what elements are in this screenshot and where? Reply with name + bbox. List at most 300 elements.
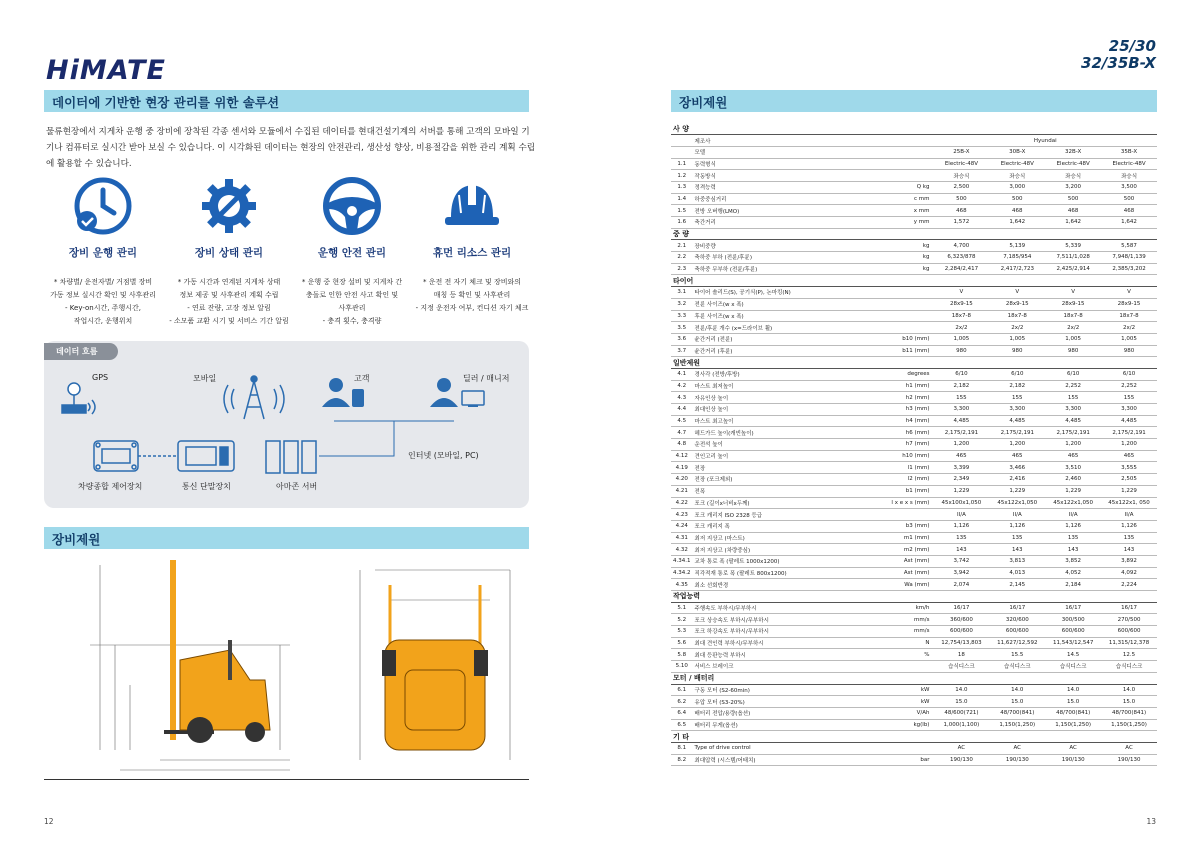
spec-value: 18 <box>933 649 989 661</box>
terminal-icon <box>178 441 234 471</box>
spec-row <box>671 555 1157 567</box>
spec-value: 600/600 <box>933 626 989 638</box>
spec-value: 143 <box>1101 544 1157 556</box>
spec-name: 서비스 브레이크 <box>693 661 887 673</box>
spec-value: 2,284/2,417 <box>933 263 989 275</box>
spec-value: 1,005 <box>933 333 989 345</box>
spec-value: 135 <box>933 532 989 544</box>
spec-no: 2.2 <box>671 252 693 264</box>
spec-no: 1.5 <box>671 205 693 217</box>
spec-value: 48/600(721) <box>933 707 989 719</box>
spec-value: 6,323/878 <box>933 252 989 264</box>
spec-name: 윤간거리 (전륜) <box>693 333 887 345</box>
spec-value: 48/700(841) <box>1101 707 1157 719</box>
spec-value: 360/600 <box>933 614 989 626</box>
spec-value: 980 <box>1101 345 1157 357</box>
spec-no: 2.3 <box>671 263 693 275</box>
spec-value: 좌승식 <box>1045 170 1101 182</box>
feature-desc: * 가동 시간과 연계된 지게차 상태 정보 제공 및 사후관리 계획 수립 - 연료 잔량, 고장 정보 알림 - 소모품 교환 시기 및 서비스 기간 알림 <box>169 278 289 325</box>
spec-no: 6.1 <box>671 684 693 696</box>
spec-value: 1,642 <box>989 217 1045 229</box>
spec-section-header <box>671 672 1157 684</box>
spec-row <box>671 602 1157 614</box>
spec-unit <box>887 322 934 334</box>
spec-value: 좌승식 <box>1101 170 1157 182</box>
feature-title: 장비 상태 관리 <box>194 247 264 259</box>
spec-value: AC <box>1101 742 1157 754</box>
spec-value: 3,510 <box>1045 462 1101 474</box>
spec-value: 1,000(1,100) <box>933 719 989 731</box>
spec-value: 좌승식 <box>989 170 1045 182</box>
feature-desc: * 운행 중 현장 설비 및 지게차 간 충돌로 인한 안전 사고 확인 및 사후관리 - 충격 횟수, 충격량 <box>301 278 403 325</box>
spec-value: 3,300 <box>1045 404 1101 416</box>
spec-name: 축하중 부하 (전륜/후륜) <box>693 252 887 264</box>
spec-value: 45x100x1,050 <box>933 497 989 509</box>
spec-unit: h6 (mm) <box>887 427 934 439</box>
spec-row <box>671 263 1157 275</box>
spec-row <box>671 532 1157 544</box>
server-icon <box>266 441 316 473</box>
spec-value: 465 <box>1101 450 1157 462</box>
spec-row <box>671 392 1157 404</box>
spec-value: 500 <box>1045 193 1101 205</box>
spec-no: 1.6 <box>671 217 693 229</box>
spec-row <box>671 742 1157 754</box>
spec-unit: kg(lb) <box>887 719 934 731</box>
spec-value: 18x7-8 <box>1045 310 1101 322</box>
spec-value: 1,005 <box>1101 333 1157 345</box>
spec-row <box>671 579 1157 591</box>
spec-value: 300/500 <box>1045 614 1101 626</box>
spec-value: 2x/2 <box>989 322 1045 334</box>
spec-row <box>671 462 1157 474</box>
spec-section-header <box>671 357 1157 369</box>
forklift-body <box>180 650 270 730</box>
spec-row <box>671 719 1157 731</box>
spec-unit: b1 (mm) <box>887 485 934 497</box>
spec-value: 18x7-8 <box>1101 310 1157 322</box>
spec-unit: x mm <box>887 205 934 217</box>
spec-value: 18x7-8 <box>989 310 1045 322</box>
section-title-solution: 데이터에 기반한 현장 관리를 위한 솔루션 <box>44 90 529 112</box>
spec-value: 1,200 <box>933 439 989 451</box>
spec-no: 6.2 <box>671 696 693 708</box>
spec-row <box>671 567 1157 579</box>
spec-value: 4,092 <box>1101 567 1157 579</box>
spec-row <box>671 217 1157 229</box>
spec-unit: y mm <box>887 217 934 229</box>
spec-row <box>671 310 1157 322</box>
spec-row <box>671 649 1157 661</box>
spec-value: 2,182 <box>933 380 989 392</box>
spec-value: 1,150(1,250) <box>1101 719 1157 731</box>
spec-value: 12,754/13,803 <box>933 637 989 649</box>
spec-unit: kW <box>887 696 934 708</box>
spec-row <box>671 497 1157 509</box>
feature-safety <box>292 173 412 328</box>
spec-value: 5,139 <box>989 240 1045 252</box>
spec-unit: l x e x s (mm) <box>887 497 934 509</box>
spec-value: 14.0 <box>933 684 989 696</box>
spec-row <box>671 404 1157 416</box>
spec-name: 전장 <box>693 462 887 474</box>
spec-name: 정격능력 <box>693 181 887 193</box>
spec-value: 135 <box>1045 532 1101 544</box>
spec-value: 1,126 <box>1045 520 1101 532</box>
spec-value: 16/17 <box>1045 602 1101 614</box>
spec-row <box>671 696 1157 708</box>
spec-value: 2,224 <box>1101 579 1157 591</box>
spec-value: 4,485 <box>989 415 1045 427</box>
spec-unit: degrees <box>887 368 934 380</box>
spec-name: 최대 등판능력 부하시 <box>693 649 887 661</box>
spec-unit <box>887 509 934 521</box>
spec-value: 3,942 <box>933 567 989 579</box>
clock-check-icon <box>70 173 136 239</box>
spec-value: AC <box>989 742 1045 754</box>
spec-value: 4,052 <box>1045 567 1101 579</box>
spec-name: 최저 지상고 (차량중심) <box>693 544 887 556</box>
spec-value: 980 <box>1045 345 1101 357</box>
section-label: 일반제원 <box>671 357 1157 369</box>
spec-unit <box>887 135 934 147</box>
spec-unit: b3 (mm) <box>887 520 934 532</box>
spec-value: 45x122x1,050 <box>1045 497 1101 509</box>
spec-unit <box>887 310 934 322</box>
spec-name: 교차 통로 폭 (팔레트 1000x1200) <box>693 555 887 567</box>
spec-value: 11,543/12,547 <box>1045 637 1101 649</box>
section-label: 작업능력 <box>671 591 1157 603</box>
spec-value: AC <box>1045 742 1101 754</box>
spec-value: 1,642 <box>1045 217 1101 229</box>
spec-name: 자유인상 높이 <box>693 392 887 404</box>
spec-value: 1,150(1,250) <box>1045 719 1101 731</box>
spec-unit: h7 (mm) <box>887 439 934 451</box>
spec-no: 5.6 <box>671 637 693 649</box>
spec-value: 2,417/2,723 <box>989 263 1045 275</box>
spec-value: 6/10 <box>989 368 1045 380</box>
section-label: 중 량 <box>671 228 1157 240</box>
spec-value: 468 <box>1045 205 1101 217</box>
spec-value: 190/130 <box>933 754 989 766</box>
spec-unit: b10 (mm) <box>887 333 934 345</box>
label-dealer: 딜러 / 매니저 <box>463 374 510 383</box>
spec-row <box>671 205 1157 217</box>
spec-unit: kg <box>887 252 934 264</box>
spec-unit: m2 (mm) <box>887 544 934 556</box>
spec-value: 468 <box>1101 205 1157 217</box>
spec-value: 2,252 <box>1045 380 1101 392</box>
spec-value: 습식디스크 <box>1045 661 1101 673</box>
feature-desc: * 운전 전 자기 체크 및 장비와의 매칭 등 확인 및 사후관리 - 지정 운전자 여부, 컨디션 자기 체크 <box>415 278 529 312</box>
spec-value: 2,175/2,191 <box>1045 427 1101 439</box>
label-customer: 고객 <box>354 374 370 383</box>
spec-value: 500 <box>989 193 1045 205</box>
spec-name: 구동 모터 (S2-60min) <box>693 684 887 696</box>
spec-no: 4.21 <box>671 485 693 497</box>
bottom-rule <box>44 779 529 780</box>
spec-value: 14.0 <box>989 684 1045 696</box>
section-label: 모터 / 배터리 <box>671 672 1157 684</box>
spec-value: 155 <box>933 392 989 404</box>
spec-value: 1,572 <box>933 217 989 229</box>
spec-value: 1,642 <box>1101 217 1157 229</box>
spec-value: 3,200 <box>1045 181 1101 193</box>
spec-value: V <box>1101 287 1157 299</box>
spec-unit: Ast (mm) <box>887 555 934 567</box>
spec-value: 습식디스크 <box>989 661 1045 673</box>
spec-row <box>671 754 1157 766</box>
spec-value: 500 <box>1101 193 1157 205</box>
spec-value: 3,000 <box>989 181 1045 193</box>
label-controller: 차량종합 제어장치 <box>78 482 143 491</box>
spec-row <box>671 637 1157 649</box>
spec-value: 2x/2 <box>933 322 989 334</box>
spec-no: 5.2 <box>671 614 693 626</box>
spec-no: 3.5 <box>671 322 693 334</box>
spec-value: 11,315/12,378 <box>1101 637 1157 649</box>
spec-section-header <box>671 275 1157 287</box>
spec-value: 3,300 <box>989 404 1045 416</box>
spec-value: 1,126 <box>1101 520 1157 532</box>
spec-value: 12.5 <box>1101 649 1157 661</box>
spec-value: 2,175/2,191 <box>1101 427 1157 439</box>
spec-unit: kg <box>887 263 934 275</box>
spec-value: 320/600 <box>989 614 1045 626</box>
spec-value: 3,500 <box>1101 181 1157 193</box>
spec-no: 1.2 <box>671 170 693 182</box>
spec-no: 5.3 <box>671 626 693 638</box>
spec-unit: l1 (mm) <box>887 462 934 474</box>
spec-no <box>671 135 693 147</box>
spec-row <box>671 614 1157 626</box>
spec-value: 4,485 <box>1045 415 1101 427</box>
feature-desc: * 차량별/ 운전자별/ 거점별 장비 가동 정보 실시간 확인 및 사후관리 - Key-on시간, 주행시간, 작업시간, 운행위치 <box>50 278 156 325</box>
spec-row <box>671 322 1157 334</box>
spec-value: 1,229 <box>1045 485 1101 497</box>
spec-name: 경사각 (전방/후방) <box>693 368 887 380</box>
spec-value: II/A <box>1101 509 1157 521</box>
spec-value: 143 <box>933 544 989 556</box>
spec-row <box>671 181 1157 193</box>
spec-value: 2x/2 <box>1045 322 1101 334</box>
spec-unit: l2 (mm) <box>887 474 934 486</box>
spec-value: 15.0 <box>1045 696 1101 708</box>
spec-name: 포크 캐리지 ISO 2328 등급 <box>693 509 887 521</box>
forklift-dimension-drawing <box>60 560 530 780</box>
spec-value: 3,742 <box>933 555 989 567</box>
spec-value: 2,175/2,191 <box>989 427 1045 439</box>
spec-value: 135 <box>1101 532 1157 544</box>
spec-row <box>671 135 1157 147</box>
spec-no: 3.7 <box>671 345 693 357</box>
spec-value: Electric-48V <box>1101 158 1157 170</box>
spec-value: 2,460 <box>1045 474 1101 486</box>
spec-no: 5.10 <box>671 661 693 673</box>
spec-value: 1,200 <box>1045 439 1101 451</box>
spec-value: 7,948/1,139 <box>1101 252 1157 264</box>
spec-value: 465 <box>933 450 989 462</box>
spec-value: 1,005 <box>1045 333 1101 345</box>
spec-unit <box>887 287 934 299</box>
spec-value: 16/17 <box>1101 602 1157 614</box>
spec-value: 3,813 <box>989 555 1045 567</box>
spec-value: 15.5 <box>989 649 1045 661</box>
page-number-right: 13 <box>1146 817 1156 826</box>
spec-no: 3.6 <box>671 333 693 345</box>
spec-unit <box>887 158 934 170</box>
spec-value: 2,505 <box>1101 474 1157 486</box>
spec-value: AC <box>933 742 989 754</box>
spec-value: 3,555 <box>1101 462 1157 474</box>
spec-value: Electric-48V <box>989 158 1045 170</box>
spec-value: 1,229 <box>1101 485 1157 497</box>
spec-name: 전장 (포크제외) <box>693 474 887 486</box>
spec-value: 2,425/2,914 <box>1045 263 1101 275</box>
spec-value: II/A <box>1045 509 1101 521</box>
spec-row <box>671 240 1157 252</box>
section-title-spec-right: 장비제원 <box>671 90 1157 112</box>
spec-name: 최대인상 높이 <box>693 404 887 416</box>
spec-row <box>671 158 1157 170</box>
spec-name: 견인고리 높이 <box>693 450 887 462</box>
spec-value: 1,126 <box>933 520 989 532</box>
spec-no <box>671 146 693 158</box>
spec-value: 2,184 <box>1045 579 1101 591</box>
feature-title: 운행 안전 관리 <box>317 247 387 259</box>
spec-row <box>671 544 1157 556</box>
spec-value: Hyundai <box>933 135 1157 147</box>
spec-no: 5.8 <box>671 649 693 661</box>
spec-value: 2,074 <box>933 579 989 591</box>
spec-name: 전륜/후륜 개수 (x=드라이브 휠) <box>693 322 887 334</box>
forklift-top <box>385 640 485 750</box>
spec-no: 3.3 <box>671 310 693 322</box>
spec-value: 15.0 <box>933 696 989 708</box>
spec-unit <box>887 146 934 158</box>
spec-value: 980 <box>989 345 1045 357</box>
spec-no: 3.1 <box>671 287 693 299</box>
spec-name: 헤드가드 높이(캐빈높이) <box>693 427 887 439</box>
spec-value: 980 <box>933 345 989 357</box>
tower-icon <box>224 376 284 419</box>
steering-wheel-icon <box>319 173 385 239</box>
spec-no: 8.1 <box>671 742 693 754</box>
spec-unit: km/h <box>887 602 934 614</box>
spec-value: 155 <box>1045 392 1101 404</box>
section-label: 타이어 <box>671 275 1157 287</box>
spec-no: 4.1 <box>671 368 693 380</box>
spec-no: 4.19 <box>671 462 693 474</box>
spec-value: 600/600 <box>1045 626 1101 638</box>
spec-no: 4.32 <box>671 544 693 556</box>
spec-name: 최소 선회반경 <box>693 579 887 591</box>
spec-value: 143 <box>1045 544 1101 556</box>
spec-row <box>671 415 1157 427</box>
section-label: 사 양 <box>671 123 1157 135</box>
spec-name: 주행속도 부하시/무부하시 <box>693 602 887 614</box>
spec-no: 4.7 <box>671 427 693 439</box>
spec-name: Type of drive control <box>693 742 887 754</box>
spec-row <box>671 684 1157 696</box>
spec-name: 작동방식 <box>693 170 887 182</box>
spec-value: 35B-X <box>1101 146 1157 158</box>
spec-unit: m1 (mm) <box>887 532 934 544</box>
spec-no: 1.4 <box>671 193 693 205</box>
spec-value: 190/130 <box>1045 754 1101 766</box>
himate-logo: HiMATE <box>46 55 166 86</box>
spec-row <box>671 474 1157 486</box>
spec-value: 28x9-15 <box>933 298 989 310</box>
spec-name: 배터리 무게(옵션) <box>693 719 887 731</box>
spec-value: 2,252 <box>1101 380 1157 392</box>
spec-value: 3,399 <box>933 462 989 474</box>
spec-name: 전륜 사이즈(w x 폭) <box>693 298 887 310</box>
spec-unit: h1 (mm) <box>887 380 934 392</box>
spec-unit: c mm <box>887 193 934 205</box>
spec-name: 포크 상승속도 부하시/무부하시 <box>693 614 887 626</box>
spec-value: 3,300 <box>1101 404 1157 416</box>
spec-name: 하중중심거리 <box>693 193 887 205</box>
spec-row <box>671 298 1157 310</box>
spec-no: 8.2 <box>671 754 693 766</box>
spec-value: 15.0 <box>1101 696 1157 708</box>
spec-no: 4.2 <box>671 380 693 392</box>
spec-no: 4.24 <box>671 520 693 532</box>
spec-table <box>671 123 1157 766</box>
spec-value: 4,485 <box>1101 415 1157 427</box>
spec-no: 4.20 <box>671 474 693 486</box>
spec-value: 5,339 <box>1045 240 1101 252</box>
spec-value: 143 <box>989 544 1045 556</box>
intro-paragraph: 물류현장에서 지게차 운행 중 장비에 장착된 각종 센서와 모듈에서 수집된 데이터를 현대건설기계의 서버를 통해 고객의 모바일 기기나 컴퓨터로 실시간 받아 보실 수 있습니다. 이 시각화된 데이터는 현장의 안전관리, 생산성 향상, 비용절감을 위한 관리 계획 수립에 활용할 수 있습니다. <box>46 127 536 169</box>
spec-value: 468 <box>933 205 989 217</box>
spec-name: 포크 캐리지 폭 <box>693 520 887 532</box>
section-label: 기 타 <box>671 731 1157 743</box>
spec-value: V <box>1045 287 1101 299</box>
spec-row <box>671 146 1157 158</box>
spec-no: 4.34.1 <box>671 555 693 567</box>
spec-value: 2,175/2,191 <box>933 427 989 439</box>
spec-value: 18x7-8 <box>933 310 989 322</box>
spec-value: 32B-X <box>1045 146 1101 158</box>
spec-unit: mm/s <box>887 626 934 638</box>
spec-name: 포크 하강속도 부하시/무부하시 <box>693 626 887 638</box>
spec-value: 1,126 <box>989 520 1045 532</box>
spec-value: 16/17 <box>933 602 989 614</box>
spec-value: 28x9-15 <box>1045 298 1101 310</box>
spec-value: 25B-X <box>933 146 989 158</box>
spec-value: 16/17 <box>989 602 1045 614</box>
spec-no: 4.31 <box>671 532 693 544</box>
model-title: 25/30 32/35B-X <box>1081 37 1156 72</box>
spec-value: 1,200 <box>989 439 1045 451</box>
spec-value: 30B-X <box>989 146 1045 158</box>
spec-name: 후륜 사이즈(w x 폭) <box>693 310 887 322</box>
spec-row <box>671 252 1157 264</box>
spec-unit: h3 (mm) <box>887 404 934 416</box>
spec-name: 최대 견인력 부하시/무부하시 <box>693 637 887 649</box>
spec-unit: b11 (mm) <box>887 345 934 357</box>
spec-row <box>671 509 1157 521</box>
spec-row <box>671 368 1157 380</box>
spec-no: 2.1 <box>671 240 693 252</box>
spec-row <box>671 439 1157 451</box>
spec-name: 최대압력 (시스템/어태치) <box>693 754 887 766</box>
spec-section-header <box>671 731 1157 743</box>
spec-unit: Ast (mm) <box>887 567 934 579</box>
spec-section-header <box>671 228 1157 240</box>
